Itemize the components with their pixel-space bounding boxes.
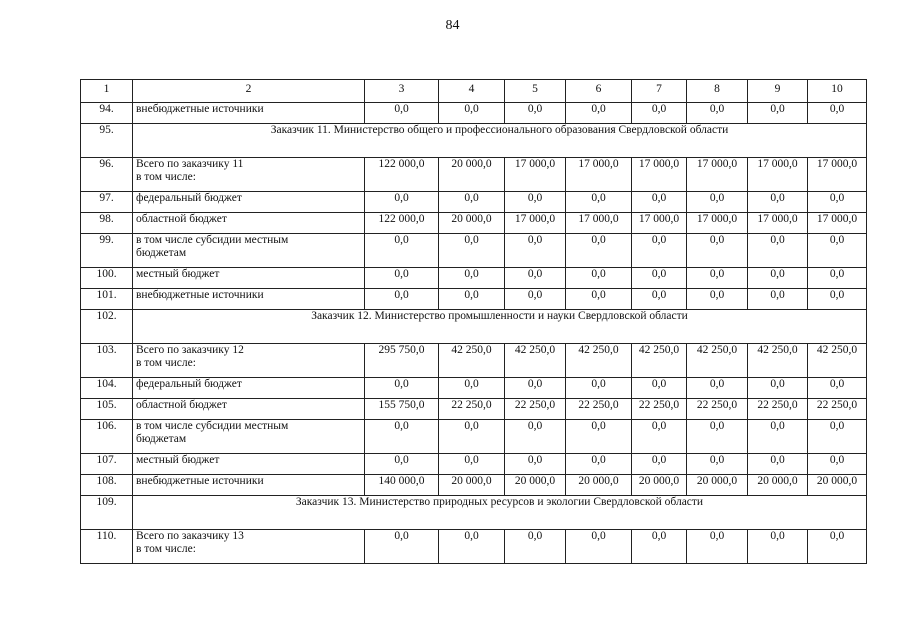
value-cell: 0,0 <box>687 378 748 399</box>
table-row <box>81 268 867 289</box>
row-label-line: внебюджетные источники <box>136 475 264 487</box>
value-cell: 22 250,0 <box>808 399 867 420</box>
value-cell: 0,0 <box>808 103 867 124</box>
row-number: 97. <box>81 192 133 213</box>
value-cell: 122 000,0 <box>365 158 439 192</box>
section-title: Заказчик 12. Министерство промышленности и науки Свердловской области <box>133 310 867 344</box>
value-cell: 0,0 <box>505 103 566 124</box>
value-cell: 0,0 <box>566 103 632 124</box>
value-cell: 0,0 <box>365 192 439 213</box>
row-label <box>133 268 365 289</box>
row-label <box>133 234 365 268</box>
row-label-line: в том числе субсидии местным <box>136 234 289 246</box>
value-cell: 22 250,0 <box>505 399 566 420</box>
value-cell: 17 000,0 <box>505 213 566 234</box>
row-label <box>133 420 365 454</box>
row-label-line: в том числе субсидии местным <box>136 420 289 432</box>
table-row <box>81 213 867 234</box>
row-number: 98. <box>81 213 133 234</box>
row-number: 106. <box>81 420 133 454</box>
value-cell: 0,0 <box>632 378 687 399</box>
value-cell: 0,0 <box>566 530 632 564</box>
value-cell: 0,0 <box>748 234 808 268</box>
value-cell: 0,0 <box>505 268 566 289</box>
row-label-line: местный бюджет <box>136 268 220 280</box>
value-cell: 17 000,0 <box>748 158 808 192</box>
row-number: 101. <box>81 289 133 310</box>
column-header: 9 <box>748 80 808 103</box>
column-header: 5 <box>505 80 566 103</box>
value-cell: 17 000,0 <box>632 213 687 234</box>
value-cell: 0,0 <box>365 530 439 564</box>
row-number: 96. <box>81 158 133 192</box>
value-cell: 0,0 <box>687 289 748 310</box>
value-cell: 0,0 <box>566 268 632 289</box>
row-label-line: в том числе: <box>136 543 196 555</box>
table-row <box>81 158 867 192</box>
value-cell: 0,0 <box>566 454 632 475</box>
row-label-line: бюджетам <box>136 433 187 445</box>
value-cell: 0,0 <box>632 192 687 213</box>
row-label <box>133 192 365 213</box>
value-cell: 0,0 <box>505 234 566 268</box>
value-cell: 0,0 <box>505 289 566 310</box>
value-cell: 0,0 <box>632 268 687 289</box>
value-cell: 0,0 <box>632 234 687 268</box>
table-row <box>81 234 867 268</box>
value-cell: 0,0 <box>808 289 867 310</box>
value-cell: 42 250,0 <box>748 344 808 378</box>
row-label <box>133 213 365 234</box>
row-number: 109. <box>81 496 133 530</box>
row-number: 110. <box>81 530 133 564</box>
value-cell: 0,0 <box>632 103 687 124</box>
row-number: 107. <box>81 454 133 475</box>
row-number: 100. <box>81 268 133 289</box>
row-label-line: областной бюджет <box>136 399 227 411</box>
value-cell: 0,0 <box>687 530 748 564</box>
value-cell: 0,0 <box>808 378 867 399</box>
value-cell: 0,0 <box>748 268 808 289</box>
value-cell: 0,0 <box>566 234 632 268</box>
row-label-line: федеральный бюджет <box>136 378 242 390</box>
value-cell: 22 250,0 <box>748 399 808 420</box>
row-label <box>133 103 365 124</box>
row-label-line: Всего по заказчику 11 <box>136 158 244 170</box>
row-label-line: бюджетам <box>136 247 187 259</box>
value-cell: 0,0 <box>365 289 439 310</box>
row-number: 105. <box>81 399 133 420</box>
column-header: 3 <box>365 80 439 103</box>
value-cell: 0,0 <box>687 234 748 268</box>
value-cell: 17 000,0 <box>687 213 748 234</box>
value-cell: 0,0 <box>439 234 505 268</box>
table-row <box>81 378 867 399</box>
value-cell: 0,0 <box>748 103 808 124</box>
section-row <box>81 124 867 158</box>
section-row <box>81 310 867 344</box>
value-cell: 17 000,0 <box>505 158 566 192</box>
column-header: 8 <box>687 80 748 103</box>
row-number: 99. <box>81 234 133 268</box>
value-cell: 0,0 <box>365 454 439 475</box>
value-cell: 0,0 <box>365 420 439 454</box>
section-title: Заказчик 13. Министерство природных ресурсов и экологии Свердловской области <box>133 496 867 530</box>
value-cell: 0,0 <box>566 420 632 454</box>
table-row <box>81 399 867 420</box>
value-cell: 0,0 <box>687 103 748 124</box>
value-cell: 42 250,0 <box>505 344 566 378</box>
value-cell: 0,0 <box>808 420 867 454</box>
row-label <box>133 530 365 564</box>
value-cell: 0,0 <box>687 420 748 454</box>
row-number: 94. <box>81 103 133 124</box>
value-cell: 0,0 <box>566 289 632 310</box>
row-label-line: федеральный бюджет <box>136 192 242 204</box>
table-row <box>81 530 867 564</box>
value-cell: 0,0 <box>505 420 566 454</box>
column-header: 2 <box>133 80 365 103</box>
value-cell: 0,0 <box>505 192 566 213</box>
value-cell: 140 000,0 <box>365 475 439 496</box>
table-row <box>81 475 867 496</box>
value-cell: 0,0 <box>808 268 867 289</box>
value-cell: 17 000,0 <box>748 213 808 234</box>
value-cell: 0,0 <box>365 103 439 124</box>
value-cell: 0,0 <box>439 378 505 399</box>
value-cell: 0,0 <box>439 420 505 454</box>
row-label-line: внебюджетные источники <box>136 103 264 115</box>
value-cell: 122 000,0 <box>365 213 439 234</box>
value-cell: 17 000,0 <box>808 213 867 234</box>
row-label-line: областной бюджет <box>136 213 227 225</box>
value-cell: 0,0 <box>439 289 505 310</box>
column-header: 7 <box>632 80 687 103</box>
value-cell: 0,0 <box>748 454 808 475</box>
row-label-line: внебюджетные источники <box>136 289 264 301</box>
value-cell: 42 250,0 <box>687 344 748 378</box>
value-cell: 22 250,0 <box>632 399 687 420</box>
row-label <box>133 454 365 475</box>
value-cell: 0,0 <box>687 268 748 289</box>
section-title: Заказчик 11. Министерство общего и профессионального образования Свердловской области <box>133 124 867 158</box>
value-cell: 42 250,0 <box>808 344 867 378</box>
row-label <box>133 475 365 496</box>
row-number: 103. <box>81 344 133 378</box>
value-cell: 20 000,0 <box>505 475 566 496</box>
value-cell: 0,0 <box>632 454 687 475</box>
value-cell: 0,0 <box>505 454 566 475</box>
value-cell: 0,0 <box>439 192 505 213</box>
budget-table <box>80 79 867 564</box>
table-row <box>81 192 867 213</box>
value-cell: 0,0 <box>748 192 808 213</box>
value-cell: 0,0 <box>365 234 439 268</box>
value-cell: 22 250,0 <box>566 399 632 420</box>
row-label-line: Всего по заказчику 12 <box>136 344 244 356</box>
value-cell: 0,0 <box>365 378 439 399</box>
value-cell: 0,0 <box>632 289 687 310</box>
value-cell: 22 250,0 <box>439 399 505 420</box>
value-cell: 0,0 <box>808 234 867 268</box>
column-header: 1 <box>81 80 133 103</box>
column-header: 6 <box>566 80 632 103</box>
row-number: 102. <box>81 310 133 344</box>
value-cell: 0,0 <box>505 530 566 564</box>
value-cell: 17 000,0 <box>566 213 632 234</box>
value-cell: 42 250,0 <box>439 344 505 378</box>
value-cell: 42 250,0 <box>632 344 687 378</box>
value-cell: 0,0 <box>566 192 632 213</box>
value-cell: 17 000,0 <box>632 158 687 192</box>
row-label-line: в том числе: <box>136 357 196 369</box>
value-cell: 17 000,0 <box>687 158 748 192</box>
table-row <box>81 344 867 378</box>
value-cell: 22 250,0 <box>687 399 748 420</box>
row-number: 104. <box>81 378 133 399</box>
value-cell: 0,0 <box>748 289 808 310</box>
row-label-line: местный бюджет <box>136 454 220 466</box>
value-cell: 20 000,0 <box>439 158 505 192</box>
row-label <box>133 378 365 399</box>
value-cell: 0,0 <box>439 103 505 124</box>
column-header: 10 <box>808 80 867 103</box>
value-cell: 17 000,0 <box>566 158 632 192</box>
value-cell: 20 000,0 <box>439 213 505 234</box>
section-row <box>81 496 867 530</box>
value-cell: 0,0 <box>632 420 687 454</box>
value-cell: 0,0 <box>365 268 439 289</box>
value-cell: 0,0 <box>687 192 748 213</box>
value-cell: 17 000,0 <box>808 158 867 192</box>
value-cell: 20 000,0 <box>687 475 748 496</box>
value-cell: 20 000,0 <box>632 475 687 496</box>
value-cell: 0,0 <box>808 454 867 475</box>
row-number: 108. <box>81 475 133 496</box>
value-cell: 20 000,0 <box>566 475 632 496</box>
value-cell: 0,0 <box>687 454 748 475</box>
value-cell: 0,0 <box>439 454 505 475</box>
table-row <box>81 420 867 454</box>
column-header: 4 <box>439 80 505 103</box>
table-row <box>81 454 867 475</box>
table-header-row <box>81 80 867 103</box>
value-cell: 20 000,0 <box>748 475 808 496</box>
row-label-line: в том числе: <box>136 171 196 183</box>
row-label-line: Всего по заказчику 13 <box>136 530 244 542</box>
row-label <box>133 399 365 420</box>
value-cell: 0,0 <box>439 530 505 564</box>
row-label <box>133 344 365 378</box>
page-number: 84 <box>445 18 460 33</box>
value-cell: 0,0 <box>808 192 867 213</box>
value-cell: 42 250,0 <box>566 344 632 378</box>
value-cell: 0,0 <box>566 378 632 399</box>
value-cell: 0,0 <box>748 378 808 399</box>
table-row <box>81 103 867 124</box>
row-label <box>133 289 365 310</box>
value-cell: 0,0 <box>748 530 808 564</box>
value-cell: 0,0 <box>505 378 566 399</box>
value-cell: 20 000,0 <box>808 475 867 496</box>
value-cell: 155 750,0 <box>365 399 439 420</box>
row-number: 95. <box>81 124 133 158</box>
table-row <box>81 289 867 310</box>
value-cell: 0,0 <box>808 530 867 564</box>
row-label <box>133 158 365 192</box>
value-cell: 20 000,0 <box>439 475 505 496</box>
value-cell: 0,0 <box>748 420 808 454</box>
value-cell: 0,0 <box>632 530 687 564</box>
value-cell: 295 750,0 <box>365 344 439 378</box>
value-cell: 0,0 <box>439 268 505 289</box>
